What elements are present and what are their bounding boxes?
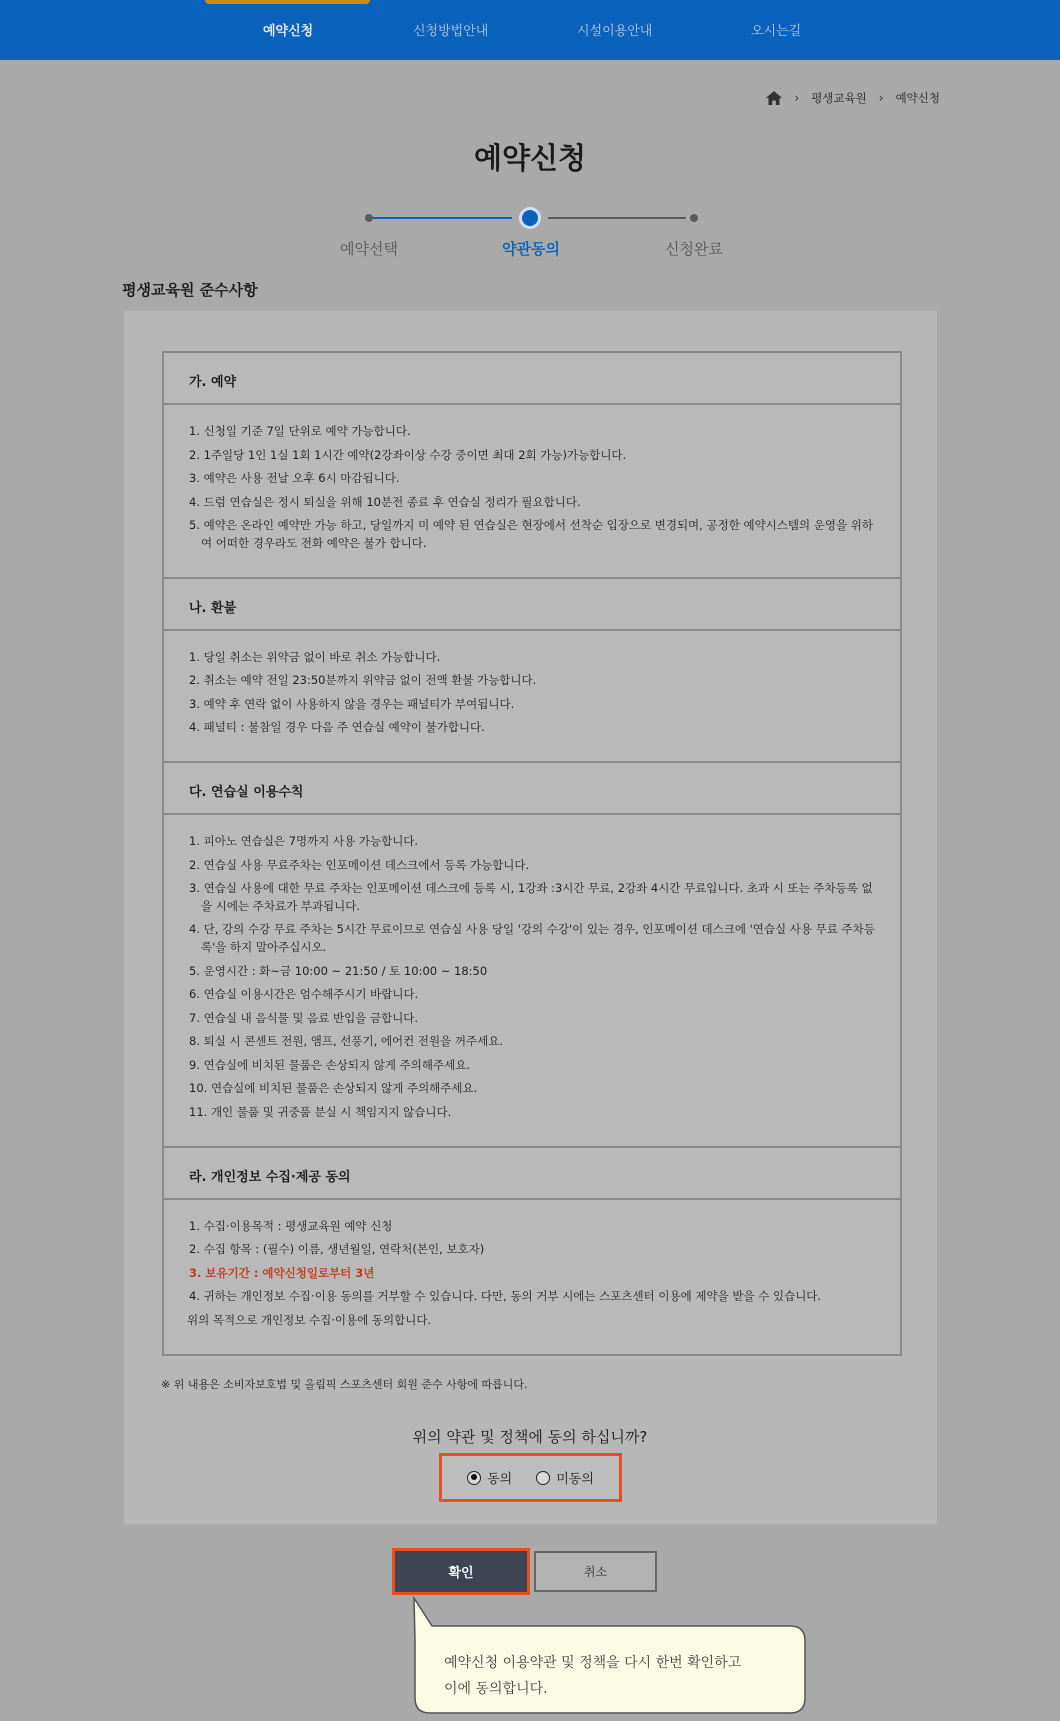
tooltip-line-1: 예약신청 이용약관 및 정책을 다시 한번 확인하고 [444, 1655, 742, 1671]
nav-item-how-to-apply[interactable]: 신청방법안내 [413, 24, 489, 39]
tooltip-callout [412, 1586, 808, 1716]
terms-item: 2. 1주일당 1인 1실 1회 1시간 예약(2강좌이상 수강 중이면 최대 2회 가능)가능합니다. [189, 447, 627, 462]
disagree-radio[interactable] [536, 1468, 594, 1487]
tooltip-text [444, 1650, 741, 1702]
tooltip-line-2: 이에 동의합니다. [444, 1681, 548, 1697]
terms-item: 4. 드럼 연습실은 정시 퇴실을 위해 10분전 종료 후 연습실 정리가 필요합니다. [189, 494, 581, 509]
nav-item-reservation[interactable]: 예약신청 [263, 24, 314, 39]
terms-item: 9. 연습실에 비치된 물품은 손상되지 않게 주의해주세요. [189, 1057, 470, 1072]
nav-item-directions[interactable]: 오시는길 [751, 24, 802, 39]
terms-item: 11. 개인 물품 및 귀중품 분실 시 책임지지 않습니다. [189, 1105, 452, 1120]
terms-item: 5. 운영시간 : 화~금 10:00 ~ 21:50 / 토 10:00 ~ 18:50 [189, 963, 488, 978]
terms-item: 3. 예약 후 연락 없이 사용하지 않을 경우는 패널티가 부여됩니다. [189, 696, 515, 711]
step-label-complete: 신청완료 [665, 240, 723, 258]
terms-section-body [164, 405, 900, 579]
terms-section-title: 가. 예약 [164, 353, 900, 405]
confirm-button[interactable]: 확인 [392, 1548, 530, 1595]
terms-item: 2. 수집 항목 : (필수) 이름, 생년월일, 연락처(본인, 보호자) [189, 1242, 485, 1257]
section-heading: 평생교육원 준수사항 [122, 281, 258, 299]
terms-section-title: 라. 개인정보 수집·제공 동의 [164, 1148, 900, 1200]
agree-radio-group [439, 1453, 622, 1502]
footnote: ※ 위 내용은 소비자보호법 및 올림픽 스포츠센터 회원 준수 사항에 따릅니다. [161, 1378, 528, 1391]
disagree-radio-label: 미동의 [556, 1472, 594, 1487]
terms-item: 1. 신청일 기준 7일 단위로 예약 가능합니다. [189, 424, 411, 438]
radio-unchecked-icon[interactable] [536, 1471, 550, 1485]
step-label-select: 예약선택 [340, 240, 398, 258]
step-label-agree: 약관동의 [502, 240, 560, 258]
terms-item: 1. 피아노 연습실은 7명까지 사용 가능합니다. [189, 833, 419, 848]
terms-item: 4. 패널티 : 불참일 경우 다음 주 연습실 예약이 불가합니다. [189, 720, 485, 735]
agree-radio[interactable] [467, 1468, 512, 1487]
active-tab-indicator [205, 0, 370, 4]
terms-item: 7. 연습실 내 음식물 및 음료 반입을 금합니다. [189, 1010, 419, 1025]
terms-section-title: 나. 환불 [164, 579, 900, 631]
home-icon[interactable] [766, 91, 782, 105]
step-line-done [372, 217, 512, 219]
terms-table [162, 351, 902, 1356]
breadcrumb-item-lifelong-education[interactable]: 평생교육원 [811, 91, 867, 105]
breadcrumb-item-current: 예약신청 [895, 91, 940, 105]
terms-item: 3. 예약은 사용 전날 오후 6시 마감됩니다. [189, 471, 400, 486]
breadcrumb [766, 90, 940, 106]
terms-section-title: 다. 연습실 이용수칙 [164, 763, 900, 815]
cancel-button[interactable]: 취소 [534, 1551, 657, 1592]
terms-item: 5. 예약은 온라인 예약만 가능 하고, 당일까지 미 예약 된 연습실은 현장에서 선착순 입장으로 변경되며, 공정한 예약시스템의 운영을 위하여 어떠한 경우라도 전화 예약은 불가 합니다. [189, 518, 873, 550]
terms-item: 2. 취소는 예약 전일 23:50분까지 위약금 없이 전액 환불 가능합니다. [189, 673, 537, 688]
terms-section-body [164, 631, 900, 763]
terms-section-body [164, 815, 900, 1148]
terms-item: 1. 수집·이용목적 : 평생교육원 예약 신청 [189, 1218, 393, 1233]
terms-consent-note: 위의 목적으로 개인정보 수집·이용에 동의합니다. [187, 1313, 432, 1328]
step-line-pending [548, 217, 686, 219]
agree-radio-label: 동의 [487, 1472, 513, 1487]
terms-section-body [164, 1200, 900, 1354]
terms-item: 4. 귀하는 개인정보 수집·이용 동의를 거부할 수 있습니다. 다만, 동의 거부 시에는 스포츠센터 이용에 제약을 받을 수 있습니다. [189, 1289, 822, 1304]
step-indicator [0, 204, 1060, 264]
terms-item: 1. 당일 취소는 위약금 없이 바로 취소 가능합니다. [189, 649, 441, 664]
page-title: 예약신청 [473, 141, 587, 175]
top-navigation [0, 0, 1060, 60]
step-dot-1 [365, 214, 373, 222]
terms-item: 6. 연습실 이용시간은 엄수해주시기 바랍니다. [189, 987, 419, 1002]
terms-item: 10. 연습실에 비치된 물품은 손상되지 않게 주의해주세요. [189, 1081, 478, 1096]
terms-item-highlight: 3. 보유기간 : 예약신청일로부터 3년 [189, 1265, 375, 1280]
agree-question: 위의 약관 및 정책에 동의 하십니까? [412, 1428, 648, 1446]
step-dot-2-active [519, 207, 541, 229]
terms-item: 8. 퇴실 시 콘센트 전원, 앰프, 선풍기, 에어컨 전원을 꺼주세요. [189, 1034, 503, 1049]
chevron-right-icon: › [878, 91, 884, 105]
step-dot-3 [690, 214, 698, 222]
terms-item: 4. 단, 강의 수강 무료 주차는 5시간 무료이므로 연습실 사용 당일 '강의 수강'이 있는 경우, 인포메이션 데스크에 '연습실 사용 무료 주차등록'을 하지 말아주십시오. [189, 922, 875, 954]
terms-item: 2. 연습실 사용 무료주차는 인포메이션 데스크에서 등록 가능합니다. [189, 857, 530, 872]
chevron-right-icon: › [794, 91, 800, 105]
terms-item: 3. 연습실 사용에 대한 무료 주차는 인포메이션 데스크에 등록 시, 1강좌 :3시간 무료, 2강좌 4시간 무료입니다. 초과 시 또는 주차등록 없을 시에는 주차료가 부과됩니다. [189, 881, 873, 913]
nav-item-facility-guide[interactable]: 시설이용안내 [577, 24, 653, 39]
radio-checked-icon[interactable] [467, 1471, 481, 1485]
